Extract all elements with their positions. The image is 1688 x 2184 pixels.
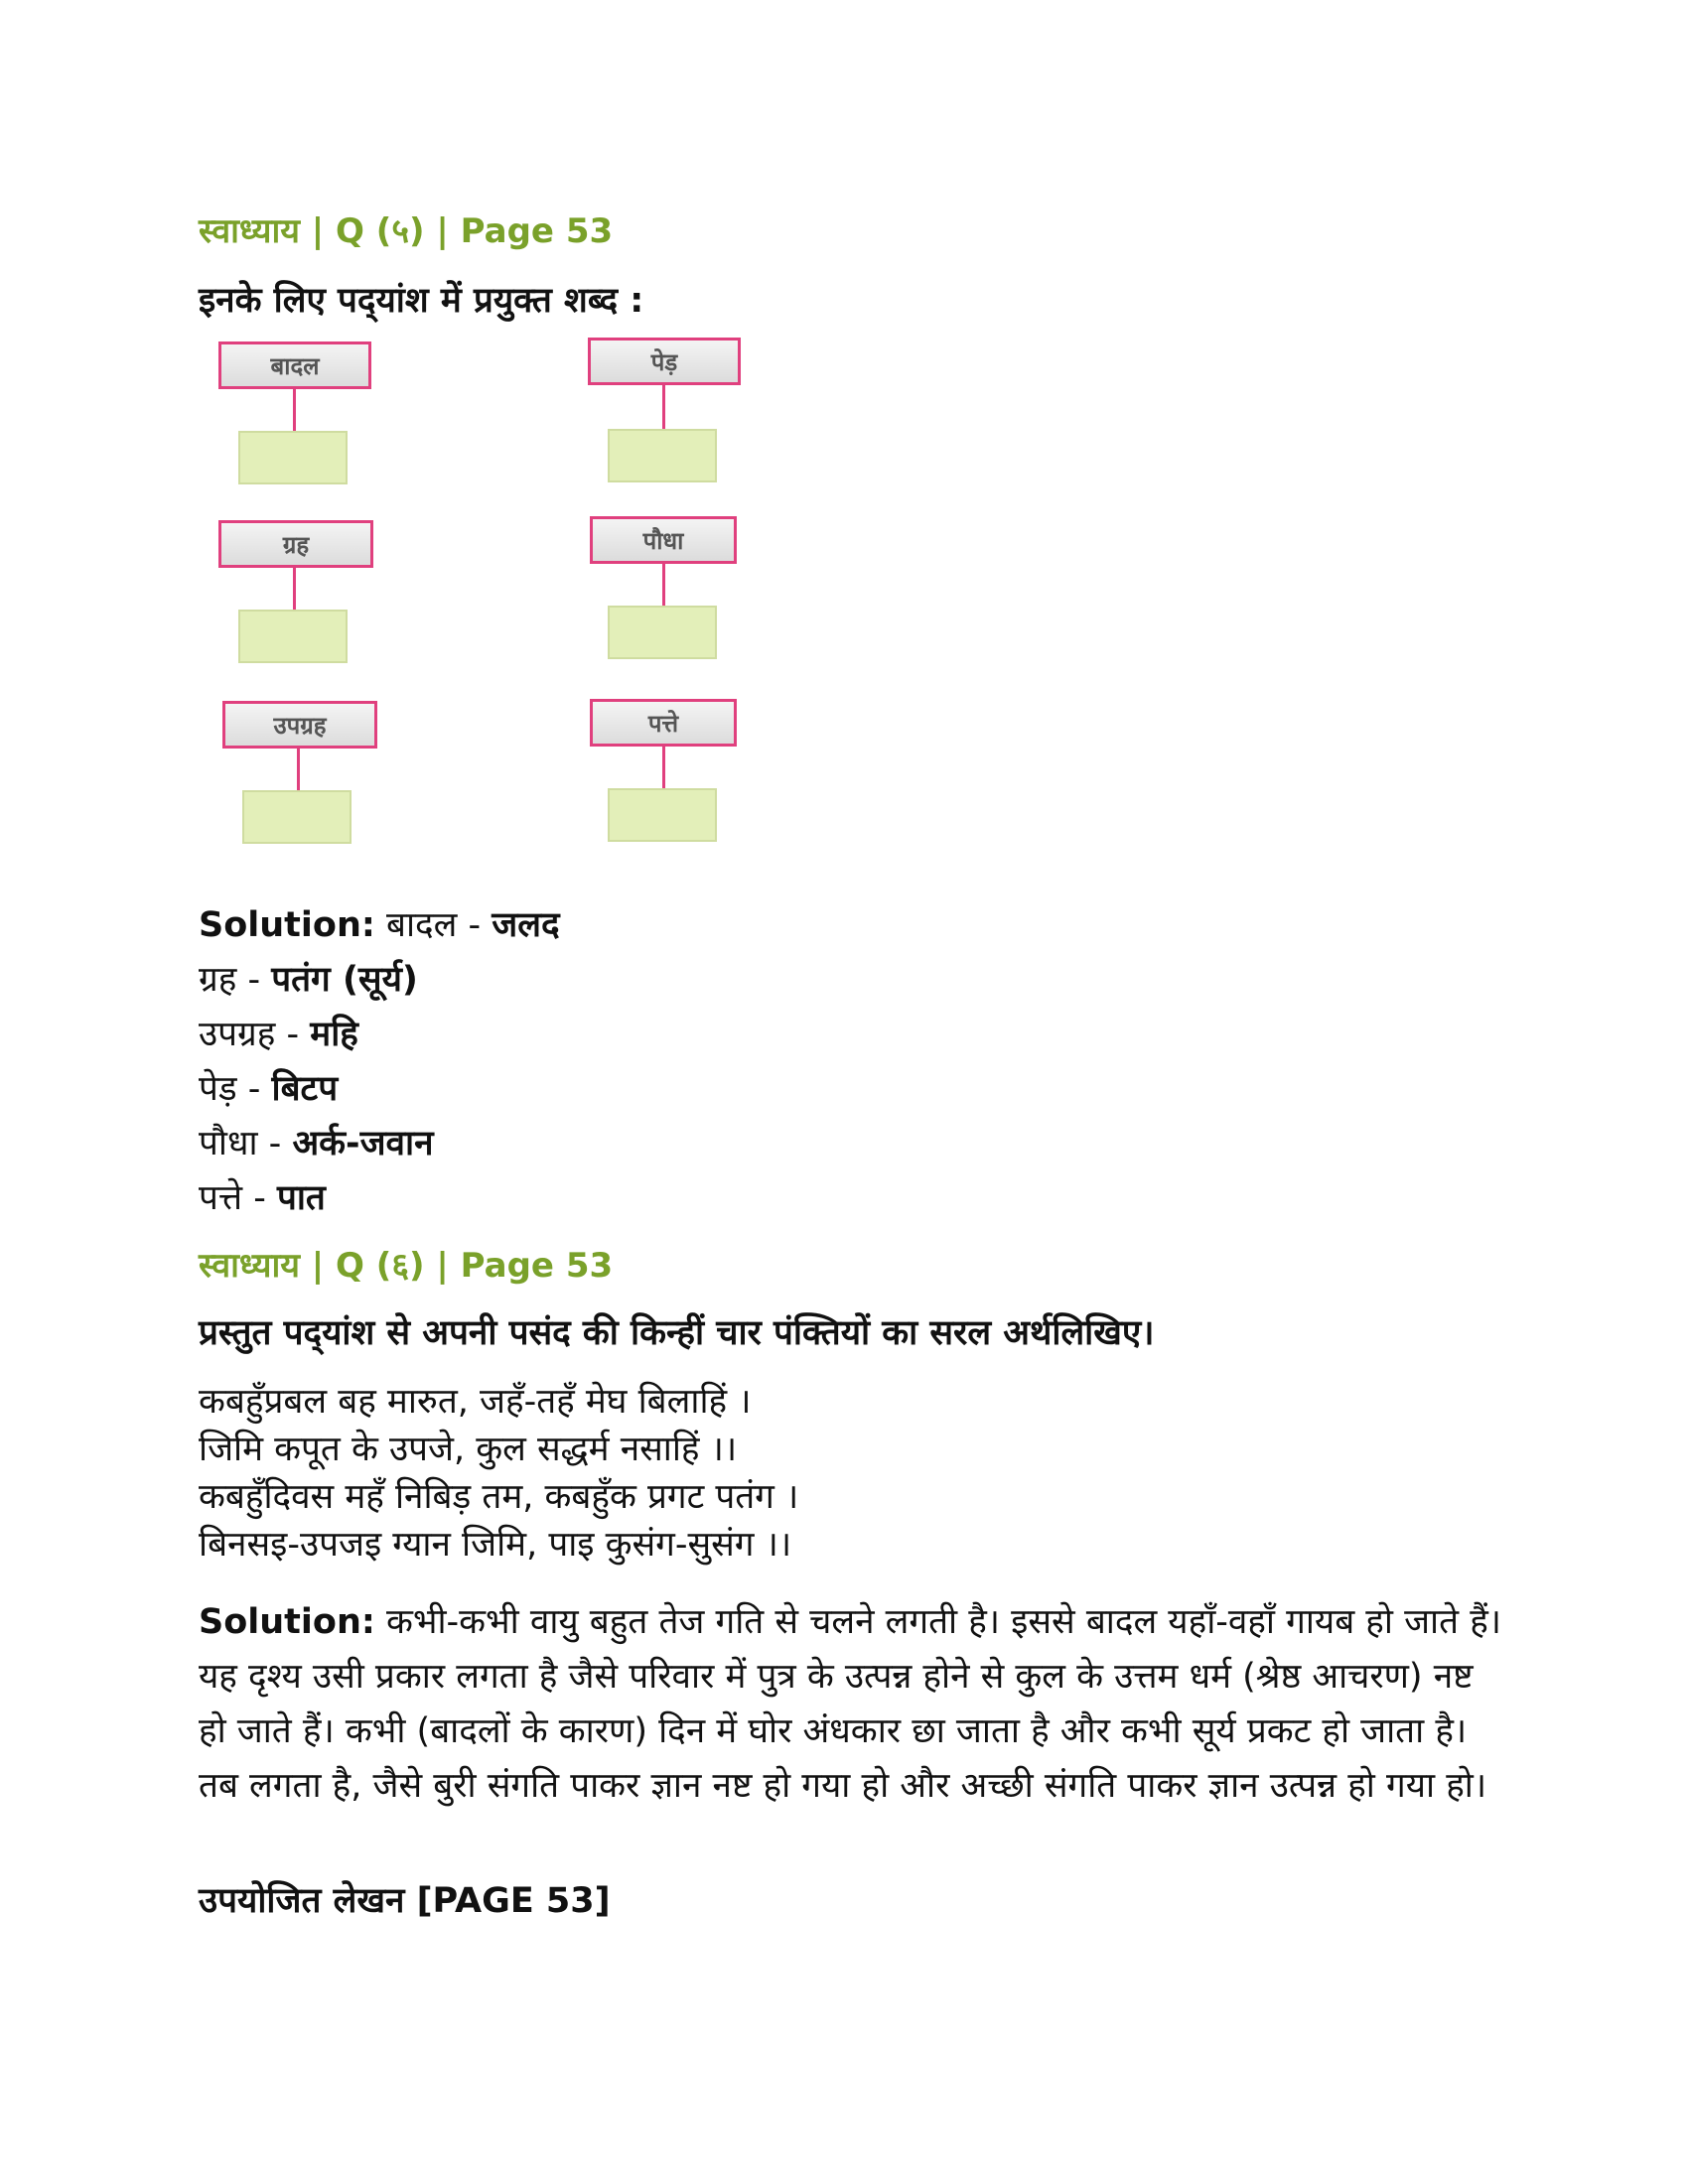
separator: -: [257, 1124, 293, 1163]
solution-line: [199, 1171, 560, 1226]
solution-term: पेड़: [199, 1069, 237, 1109]
separator: -: [275, 1015, 311, 1054]
poem-line: कबहुँदिवस महँ निबिड़ तम, कबहुँक प्रगट पतंग ।: [199, 1477, 799, 1517]
diagram-box-right-1: पेड़: [588, 338, 741, 385]
separator: -: [242, 1178, 277, 1218]
diagram-box-left-3: उपग्रह: [222, 701, 377, 749]
answer-box: [238, 431, 348, 484]
poem-verses: [199, 1378, 798, 1569]
separator: -: [236, 1069, 272, 1109]
solution-term: पौधा: [199, 1124, 258, 1163]
solution-term: बादल: [386, 905, 458, 945]
answer-box: [242, 790, 352, 844]
answer-box: [608, 429, 717, 482]
answer-box: [608, 606, 717, 659]
solution-answer: जलद: [492, 905, 560, 945]
solution-answer: पतंग (सूर्य): [271, 960, 418, 1000]
word-diagram: [218, 341, 774, 868]
connector-line: [662, 385, 665, 429]
poem-line: कबहुँप्रबल बह मारुत, जहँ-तहँ मेघ बिलाहिं ।: [199, 1382, 752, 1422]
question-title: इनके लिए पद्‍यांश में प्रयुक्त शब्द :: [199, 281, 644, 321]
solution-list: [199, 898, 560, 1226]
connector-line: [293, 389, 296, 431]
solution-answer: अर्क-जवान: [292, 1124, 434, 1163]
connector-line: [662, 747, 665, 788]
diagram-box-right-3: पत्ते: [590, 699, 737, 747]
answer-box: [238, 610, 348, 663]
solution-paragraph: [199, 1595, 1509, 1814]
solution-line: [199, 1117, 560, 1171]
diagram-box-left-2: ग्रह: [218, 520, 373, 568]
solution-line: [199, 1008, 560, 1062]
section-heading: उपयोजित लेखन [PAGE 53]: [199, 1881, 611, 1921]
separator: -: [457, 905, 492, 945]
solution-line: [199, 953, 560, 1008]
solution-label: Solution:: [199, 905, 375, 945]
solution-answer: महि: [310, 1015, 358, 1054]
connector-line: [662, 564, 665, 606]
diagram-box-right-2: पौधा: [590, 516, 737, 564]
poem-line: बिनसइ-उपजइ ग्यान जिमि, पाइ कुसंग-सुसंग ।।: [199, 1525, 792, 1565]
separator: -: [236, 960, 272, 1000]
question-heading: स्वाध्याय | Q (५) | Page 53: [199, 211, 614, 251]
solution-line: [199, 1062, 560, 1117]
connector-line: [297, 749, 300, 790]
solution-line: [199, 898, 560, 953]
solution-term: उपग्रह: [199, 1015, 276, 1054]
solution-term: पत्ते: [199, 1178, 243, 1218]
connector-line: [293, 568, 296, 610]
solution-term: ग्रह: [199, 960, 237, 1000]
poem-line: जिमि कपूत के उपजे, कुल सद्धर्म नसाहिं ।।: [199, 1430, 738, 1469]
diagram-box-left-1: बादल: [218, 341, 371, 389]
question-heading: स्वाध्याय | Q (६) | Page 53: [199, 1246, 614, 1286]
answer-box: [608, 788, 717, 842]
question-title: प्रस्तुत पद्‍यांश से अपनी पसंद की किन्हीं चार पंक्तियों का सरल अर्थलिखिए।: [199, 1313, 1155, 1353]
solution-answer: पात: [276, 1178, 326, 1218]
solution-text: कभी-कभी वायु बहुत तेज गति से चलने लगती है। इससे बादल यहाँ-वहाँ गायब हो जाते हैं। यह दृश्य उसी प्रकार लगता है जैसे परिवार में पुत्र के उत्पन्न होने से कुल के उत्तम धर्म (श्रेष्ठ आचरण) नष्ट हो जाते हैं। कभी (बादलों के कारण) दिन में घोर अंधकार छा जाता है और कभी सूर्य प्रकट हो जाता है। तब लगता है, जैसे बुरी संगति पाकर ज्ञान नष्ट हो गया हो और अच्छी संगति पाकर ज्ञान उत्पन्न हो गया हो।: [199, 1602, 1502, 1806]
solution-answer: बिटप: [271, 1069, 339, 1109]
solution-label: Solution:: [199, 1602, 375, 1642]
